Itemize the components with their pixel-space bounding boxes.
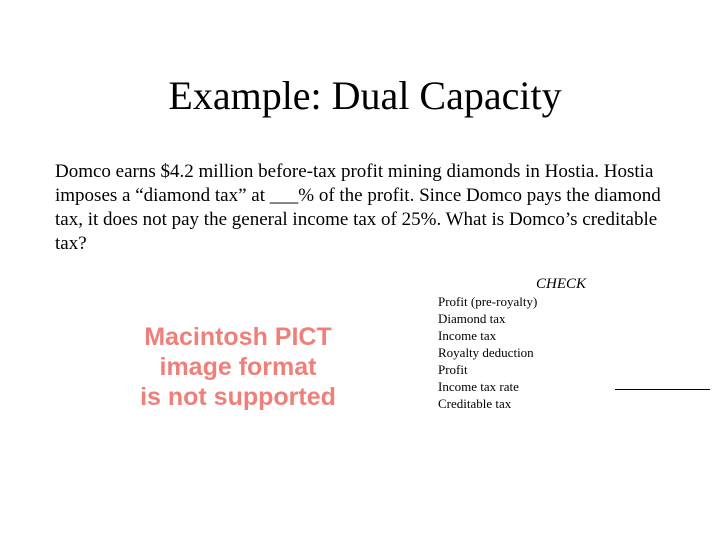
check-item-profit: Profit	[438, 362, 468, 377]
check-item-royalty-deduction: Royalty deduction	[438, 345, 534, 360]
placeholder-line-3: is not supported	[140, 383, 336, 411]
check-item-creditable-tax: Creditable tax	[438, 396, 512, 411]
check-heading: CHECK	[536, 276, 587, 292]
unsupported-image-placeholder	[120, 322, 356, 412]
check-item-income-tax-rate: Income tax rate	[438, 379, 519, 394]
problem-text: Domco earns $4.2 million before-tax profit mining diamonds in Hostia. Hostia imposes a “diamond tax” at ___% of the profit. Since Domco pays the diamond tax, it does not pay the general income tax of 25%. What is Domco’s creditable tax?	[55, 161, 661, 254]
check-item-profit-pre-royalty: Profit (pre-royalty)	[438, 294, 538, 309]
answer-blank-line	[615, 389, 710, 390]
check-list	[438, 293, 537, 412]
placeholder-line-2: image format	[159, 353, 317, 381]
placeholder-line-1: Macintosh PICT	[144, 323, 332, 351]
check-item-income-tax: Income tax	[438, 328, 497, 343]
slide-title: Example: Dual Capacity	[168, 73, 562, 118]
check-item-diamond-tax: Diamond tax	[438, 311, 506, 326]
